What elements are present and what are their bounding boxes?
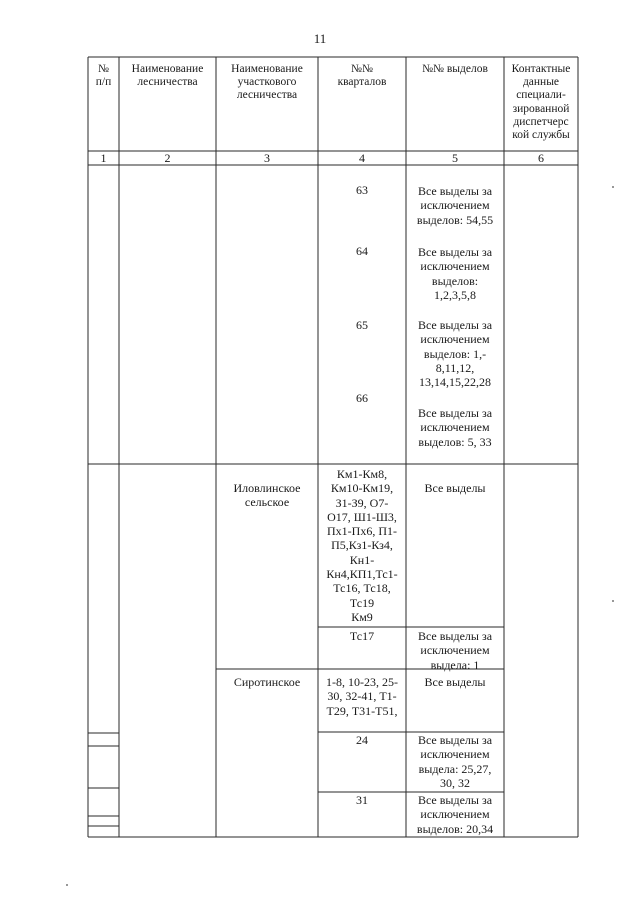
header-col-forestry: Наименование лесничества (131, 63, 204, 89)
allotment-cell: Все выделы (424, 675, 486, 689)
quarter-cell: 65 (356, 318, 368, 332)
page-number: 11 (313, 31, 327, 46)
district-forestry-cell: Иловлинское сельское (233, 481, 301, 510)
allotment-cell: Все выделы за исключением выделов: 5, 33 (417, 406, 493, 449)
col-number-4: 4 (359, 151, 365, 165)
quarter-cell: 24 (356, 733, 368, 747)
col-number-2: 2 (164, 151, 171, 165)
allotment-cell: Все выделы за исключением выдела: 25,27, 30, 32 (417, 733, 493, 790)
header-col-quarters: №№ кварталов (337, 63, 387, 89)
header-col-district-forestry: Наименование участкового лесничества (231, 63, 303, 102)
scan-speck (612, 600, 614, 602)
allotment-cell: Все выделы за исключением выделов: 1,2,3,5,8 (417, 245, 493, 302)
allotment-cell: Все выделы (424, 481, 486, 495)
allotment-cell: Все выделы за исключением выделов: 54,55 (416, 184, 494, 227)
scan-speck (612, 186, 614, 188)
district-forestry-cell: Сиротинское (233, 675, 301, 689)
col-number-1: 1 (100, 151, 107, 165)
quarter-cell: Тс17 (349, 629, 375, 643)
header-col-allotments: №№ выделов (422, 63, 488, 75)
col-number-3: 3 (264, 151, 270, 165)
quarter-cell: Км1-Км8, Км10-Км19, З1-З9, О7- О17, Ш1-Ш3, Пх1-Пх6, П1- П5,Кз1-Кз4, Кн1- Кн4,КП1,Тс1- Тс16, Тс18, Тс19 Км9 (326, 467, 398, 624)
quarter-cell: 64 (356, 244, 368, 258)
quarter-cell: 63 (356, 183, 368, 197)
header-col-contacts: Контактные данные специали- зированной диспетчерс кой службы (511, 63, 571, 142)
quarter-cell: 31 (356, 793, 368, 807)
col-number-5: 5 (452, 151, 458, 165)
allotment-cell: Все выделы за исключением выдела: 1 (417, 629, 493, 672)
quarter-cell: 1-8, 10-23, 25- 30, 32-41, Т1- Т29, Т31-Т51, (326, 675, 398, 718)
col-number-6: 6 (538, 151, 544, 165)
quarter-cell: 66 (356, 391, 368, 405)
scan-speck (66, 884, 68, 886)
allotment-cell: Все выделы за исключением выделов: 1,- 8,11,12, 13,14,15,22,28 (417, 318, 493, 390)
header-col-number: № п/п (95, 63, 112, 89)
allotment-cell: Все выделы за исключением выделов: 20,34 (416, 793, 494, 836)
